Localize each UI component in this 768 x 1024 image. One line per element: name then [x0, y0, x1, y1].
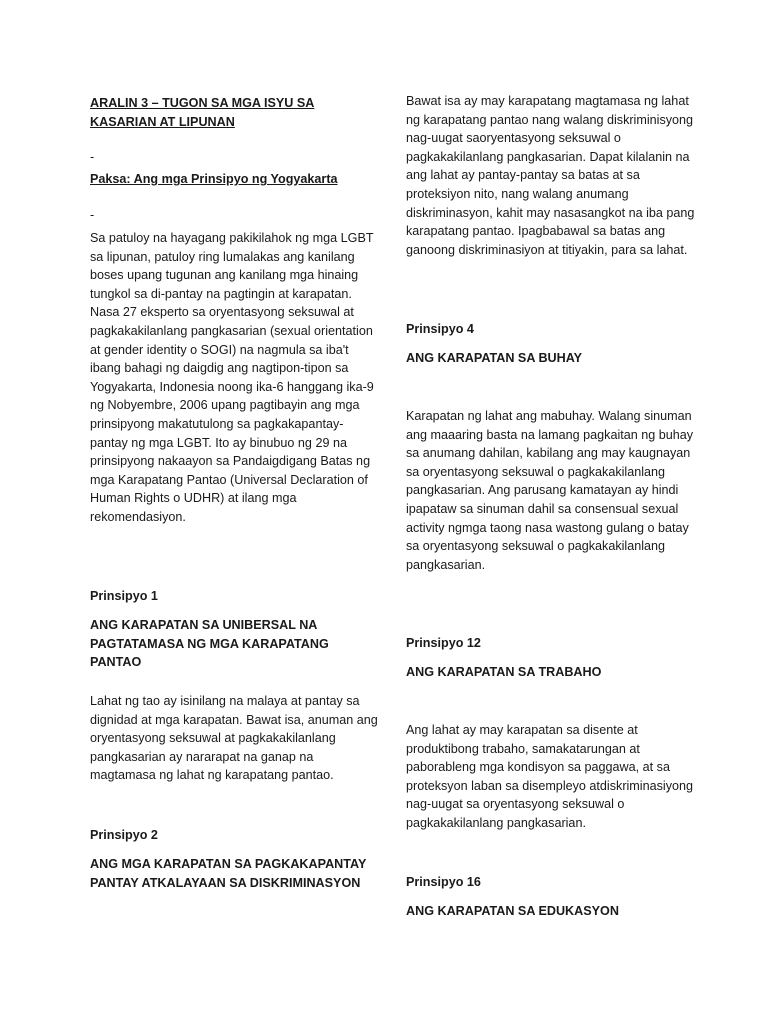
principle-1-body: Lahat ng tao ay isinilang na malaya at pantay sa dignidad at mga karapatan. Bawat isa, anuman ang oryentasyong seksuwal at pagkakakilanlang pangkasarian ay nararapat na ganap na magtamasa ng lahat ng karapatang pantao.: [90, 694, 378, 783]
principle-2-body: Bawat isa ay may karapatang magtamasa ng lahat ng karapatang pantao nang walang diskriminisyong nag-uugat saoryentasyong seksuwal o pagkakakilanlang pangkasarian. Dapat kilalanin na ang lahat ay pantay-pantay sa batas at sa proteksiyon nito, nang walang anumang diskriminasyon, kahit may nasasangkot na iba pang karapatang pantao. Ipagbabawal sa batas ang ganoong diskriminasiyon at titiyakin, para sa lahat.: [406, 94, 695, 257]
principle-1-title: ANG KARAPATAN SA UNIBERSAL NA PAGTATAMASA NG MGA KARAPATANG PANTAO: [90, 618, 329, 670]
principle-1-label: Prinsipyo 1: [90, 589, 158, 603]
separator-dash: -: [90, 208, 95, 222]
principle-4-label: Prinsipyo 4: [406, 322, 474, 336]
topic-heading: Paksa: Ang mga Prinsipyo ng Yogyakarta: [90, 172, 338, 186]
intro-paragraph: Sa patuloy na hayagang pakikilahok ng mga LGBT sa lipunan, patuloy ring lumalakas ang kanilang boses upang tugunan ang kanilang mga hinaing tungkol sa di-pantay na pagtingin at karapatan. Nasa 27 eksperto sa oryentasyong seksuwal at pagkakakilanlang pangkasarian (sexual orientation at gender identity o SOGI) na nagmula sa iba't ibang bahagi ng daigdig ang nagtipon-tipon sa Yogyakarta, Indonesia noong ika-6 hanggang ika-9 ng Nobyembre, 2006 upang pagtibayin ang mga prinsipyong makatutulong sa pagkakapantay-pantay ng mga LGBT. Ito ay binubuo ng 29 na prinsipyong nakaayon sa Pandaigdigang Batas ng mga Karapatang Pantao (Universal Declaration of Human Rights o UDHR) at ilang mga rekomendasiyon.: [90, 231, 374, 524]
principle-4-title: ANG KARAPATAN SA BUHAY: [406, 351, 583, 365]
principle-16-title: ANG KARAPATAN SA EDUKASYON: [406, 904, 619, 918]
principle-12-title: ANG KARAPATAN SA TRABAHO: [406, 665, 602, 679]
principle-12-label: Prinsipyo 12: [406, 636, 481, 650]
separator-dash: -: [90, 150, 95, 164]
lesson-title: ARALIN 3 – TUGON SA MGA ISYU SA KASARIAN AT LIPUNAN: [90, 96, 315, 129]
principle-12-body: Ang lahat ay may karapatan sa disente at produktibong trabaho, samakatarungan at paborableng mga kondisyon sa paggawa, at sa proteksyon laban sa disempleyo atdiskriminasiyong nag-uugat sa oryentasyong seksuwal o pagkakakilanlang pangkasarian.: [406, 723, 694, 830]
principle-2-label: Prinsipyo 2: [90, 828, 158, 842]
principle-16-label: Prinsipyo 16: [406, 875, 481, 889]
principle-4-body: Karapatan ng lahat ang mabuhay. Walang sinuman ang maaaring basta na lamang pagkaitan ng buhay sa anumang dahilan, kabilang ang may kaugnayan sa oryentasyong seksuwal o pagkakakilanlang pangkasarian. Ang parusang kamatayan ay hindi ipapataw sa sinuman dahil sa consensual sexual activity ngmga taong nasa wastong gulang o batay sa oryentasyong seksuwal o pagkakakilanlang pangkasarian.: [406, 409, 694, 572]
principle-2-title: ANG MGA KARAPATAN SA PAGKAKAPANTAY PANTAY ATKALAYAAN SA DISKRIMINASYON: [90, 857, 367, 890]
